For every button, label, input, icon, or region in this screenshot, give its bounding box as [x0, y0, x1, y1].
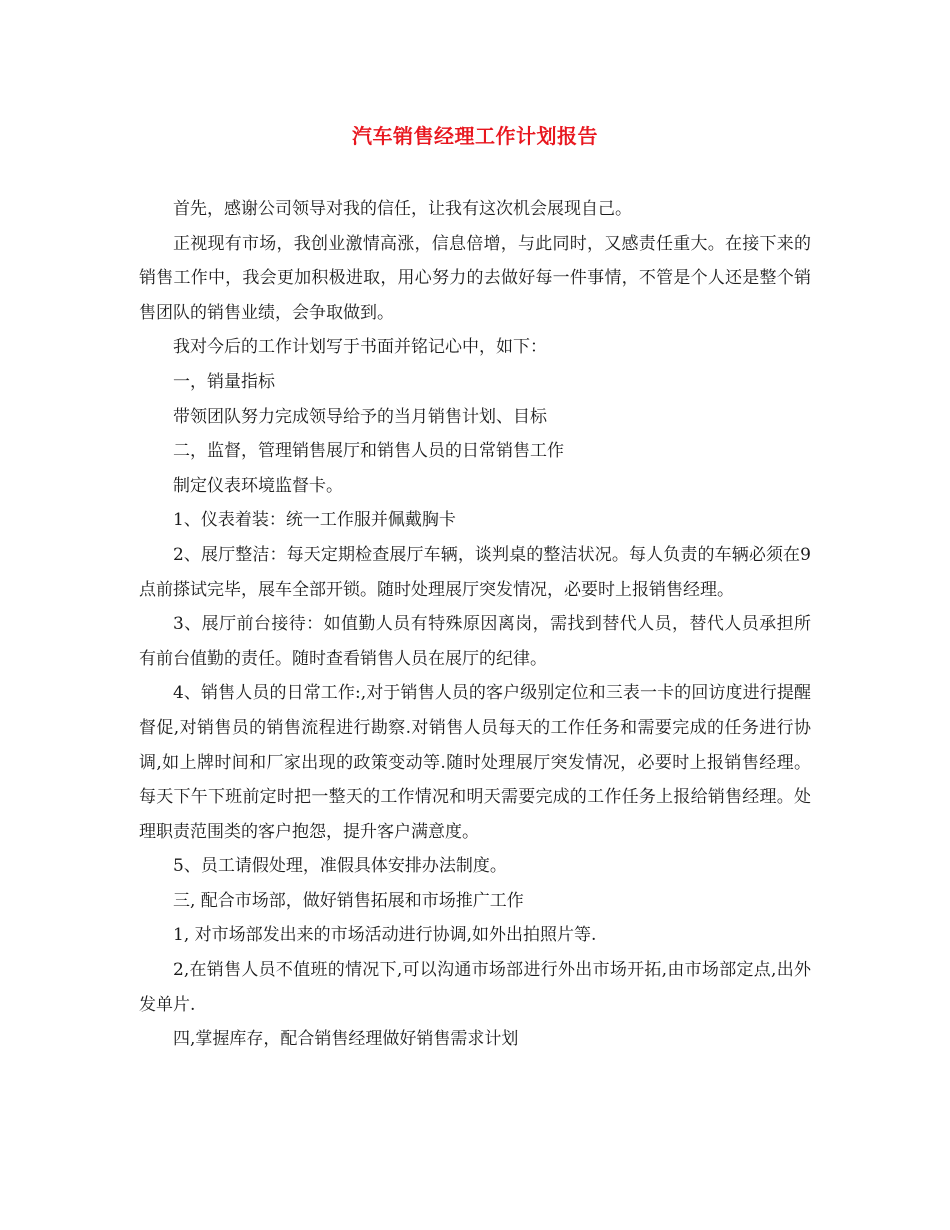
paragraph: 首先，感谢公司领导对我的信任，让我有这次机会展现自己。: [173, 199, 632, 219]
section-heading: 二，监督，管理销售展厅和销售人员的日常销售工作: [173, 441, 564, 462]
list-item: 4、销售人员的日常工作:,对于销售人员的客户级别定位和三表一卡的回访度进行提醒督促,对销售员的销售流程进行勘察.对销售人员每天的工作任务和需要完成的任务进行协调,如上牌时间和厂家出现的政策变动等.随时处理展厅突发情况，必要时上报销售经理。每天下午下班前定时把一整天的工作情况和明天需要完成的工作任务上报给销售经理。处理职责范围类的客户抱怨，提升客户满意度。: [139, 683, 811, 842]
section-heading: 四,掌握库存，配合销售经理做好销售需求计划: [173, 1029, 519, 1050]
document-body: [139, 192, 811, 1057]
paragraph: 带领团队努力完成领导给予的当月销售计划、目标: [173, 406, 547, 427]
list-item: 2,在销售人员不值班的情况下,可以沟通市场部进行外出市场开拓,由市场部定点,出外发单片.: [139, 960, 811, 1015]
list-item: 1、仪表着装：统一工作服并佩戴胸卡: [173, 510, 456, 531]
section-heading: 一，销量指标: [173, 371, 275, 392]
paragraph: 制定仪表环境监督卡。: [173, 475, 343, 496]
paragraph: 我对今后的工作计划写于书面并铭记心中，如下：: [173, 337, 547, 358]
list-item: 1, 对市场部发出来的市场活动进行协调,如外出拍照片等.: [173, 925, 597, 946]
list-item: 3、展厅前台接待：如值勤人员有特殊原因离岗，需找到替代人员，替代人员承担所有前台值勤的责任。随时查看销售人员在展厅的纪律。: [139, 614, 811, 669]
section-heading: 三, 配合市场部，做好销售拓展和市场推广工作: [173, 890, 524, 911]
paragraph: 正视现有市场，我创业激情高涨，信息倍增，与此同时，又感责任重大。在接下来的销售工作中，我会更加积极进取，用心努力的去做好每一件事情，不管是个人还是整个销售团队的销售业绩，会争取做到。: [139, 233, 811, 323]
document-title: 汽车销售经理工作计划报告: [352, 124, 598, 148]
list-item: 2、展厅整洁：每天定期检查展厅车辆，谈判桌的整洁状况。每人负责的车辆必须在9点前搽试完毕，展车全部开锁。随时处理展厅突发情况，必要时上报销售经理。: [139, 544, 811, 600]
list-item: 5、员工请假处理，准假具体安排办法制度。: [173, 856, 507, 877]
